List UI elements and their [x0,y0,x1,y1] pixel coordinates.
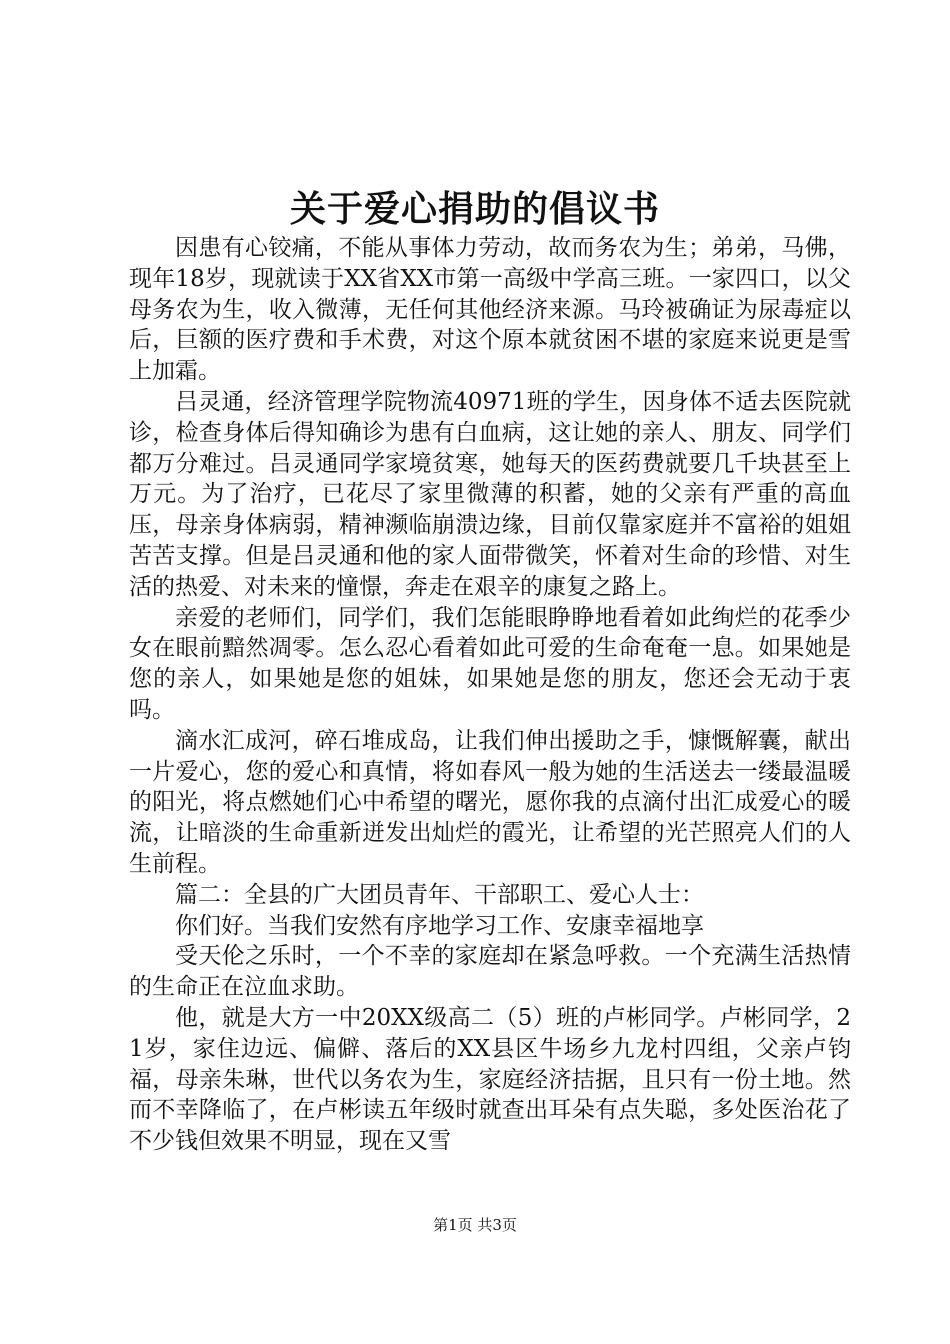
paragraph: 吕灵通，经济管理学院物流40971班的学生，因身体不适去医院就诊，检查身体后得知确诊为患有白血病，这让她的亲人、朋友、同学们都万分难过。吕灵通同学家境贫寒，她每天的医药费就要几千块甚至上万元。为了治疗，已花尽了家里微薄的积蓄，她的父亲有严重的高血压，母亲身体病弱，精神濒临崩溃边缘，目前仅靠家庭并不富裕的姐姐苦苦支撑。但是吕灵通和他的家人面带微笑，怀着对生命的珍惜、对生活的热爱、对未来的憧憬，奔走在艰辛的康复之路上。 [129,388,851,600]
paragraph: 因患有心铰痛，不能从事体力劳动，故而务农为生；弟弟，马佛，现年18岁，现就读于XX省XX市第一高级中学高三班。一家四口，以父母务农为生，收入微薄，无任何其他经济来源。马玲被确证为尿毒症以后，巨额的医疗费和手术费，对这个原本就贫困不堪的家庭来说更是雪上加霜。 [129,235,851,385]
document-body [129,233,851,1157]
document-title: 关于爱心捐助的倡议书 [289,188,660,230]
paragraph: 滴水汇成河，碎石堆成岛，让我们伸出援助之手，慷慨解囊，献出一片爱心，您的爱心和真情，将如春风一般为她的生活送去一缕最温暖的阳光，将点燃她们心中希望的曙光，愿你我的点滴付出汇成爱心的暖流，让暗淡的生命重新迸发出灿烂的霞光，让希望的光芒照亮人们的人生前程。 [129,727,851,877]
page-number-footer: 第1页 共3页 [433,1216,517,1234]
paragraph: 亲爱的老师们，同学们，我们怎能眼睁睁地看着如此绚烂的花季少女在眼前黯然凋零。怎么忍心看着如此可爱的生命奄奄一息。如果她是您的亲人，如果她是您的姐妹，如果她是您的朋友，您还会无动于衷吗。 [129,604,851,723]
paragraph: 篇二：全县的广大团员青年、干部职工、爱心人士： [175,881,704,908]
paragraph: 受天伦之乐时，一个不幸的家庭却在紧急呼救。一个充满生活热情的生命正在泣血求助。 [129,943,851,1001]
paragraph: 他，就是大方一中20XX级高二（5）班的卢彬同学。卢彬同学，21岁，家住边远、偏僻、落后的XX县区牛场乡九龙村四组，父亲卢钧福，母亲朱琳，世代以务农为生，家庭经济拮据，且只有一份土地。然而不幸降临了，在卢彬读五年级时就查出耳朵有点失聪，多处医治花了不少钱但效果不明显，现在又雪 [129,1004,851,1155]
paragraph: 你们好。当我们安然有序地学习工作、安康幸福地享 [175,912,704,939]
